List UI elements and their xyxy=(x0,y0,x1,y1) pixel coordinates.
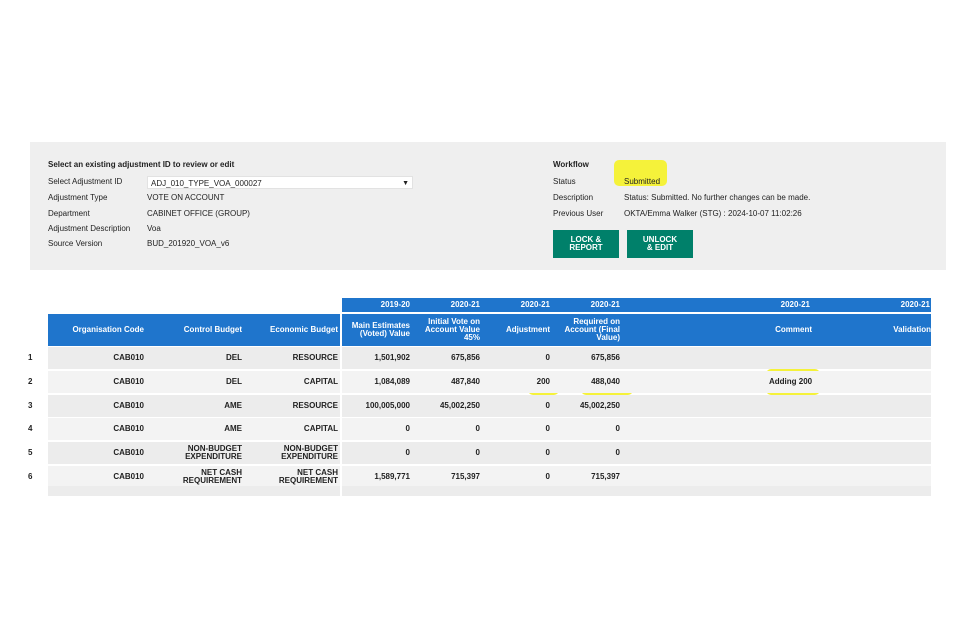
adjustment-cell[interactable]: 0 xyxy=(545,448,550,457)
year-header: 2019-20 xyxy=(380,300,410,309)
field-label: Select Adjustment ID xyxy=(48,177,123,186)
adjustment-panel xyxy=(30,142,946,270)
workflow-label: Previous User xyxy=(553,209,604,218)
comment-cell[interactable]: Adding 200 xyxy=(769,377,813,386)
field-label: Adjustment Description xyxy=(48,224,131,233)
required-cell: 675,856 xyxy=(591,353,620,362)
org-code-cell: CAB010 xyxy=(113,377,144,386)
org-code-cell: CAB010 xyxy=(113,472,144,481)
control-budget-cell: AME xyxy=(224,401,242,410)
year-header: 2020-21 xyxy=(450,300,480,309)
org-code-cell: CAB010 xyxy=(113,424,144,433)
year-header: 2020-21 xyxy=(780,300,810,309)
field-value: BUD_201920_VOA_v6 xyxy=(147,239,230,248)
row-number: 4 xyxy=(28,424,33,433)
main-estimates-cell: 1,084,089 xyxy=(374,377,410,386)
adjustment-cell[interactable]: 0 xyxy=(545,401,550,410)
initial-vote-cell: 487,840 xyxy=(451,377,480,386)
chevron-down-icon[interactable]: ▼ xyxy=(402,180,409,187)
main-estimates-cell: 0 xyxy=(405,424,410,433)
adjustment-cell[interactable]: 0 xyxy=(545,353,550,362)
economic-budget-cell: CAPITAL xyxy=(303,424,338,433)
table-row xyxy=(48,371,931,393)
control-budget-cell: NET CASH REQUIREMENT xyxy=(182,468,242,485)
initial-vote-cell: 0 xyxy=(475,448,480,457)
table-row xyxy=(48,347,931,369)
column-header[interactable]: Adjustment xyxy=(506,325,550,334)
economic-budget-cell: RESOURCE xyxy=(292,353,338,362)
comment-cell[interactable] xyxy=(620,347,822,369)
initial-vote-cell: 0 xyxy=(475,424,480,433)
control-budget-cell: AME xyxy=(224,424,242,433)
control-budget-cell: DEL xyxy=(226,377,242,386)
year-header: 2020-21 xyxy=(590,300,620,309)
org-code-cell: CAB010 xyxy=(113,448,144,457)
initial-vote-cell: 715,397 xyxy=(451,472,480,481)
column-header[interactable]: Required on Account (Final Value) xyxy=(564,317,620,342)
field-label: Source Version xyxy=(48,239,103,248)
required-cell: 0 xyxy=(615,448,620,457)
economic-budget-cell: CAPITAL xyxy=(303,377,338,386)
workflow-label: Description xyxy=(553,193,594,202)
required-cell: 45,002,250 xyxy=(579,401,620,410)
column-header[interactable]: Main Estimates (Voted) Value xyxy=(351,321,410,338)
required-cell: 488,040 xyxy=(591,377,620,386)
workflow-value: Status: Submitted. No further changes can be made. xyxy=(624,193,811,202)
selector-heading: Select an existing adjustment ID to review or edit xyxy=(48,160,235,169)
column-header[interactable]: Initial Vote on Account Value 45% xyxy=(424,317,480,342)
economic-budget-cell: NET CASH REQUIREMENT xyxy=(278,468,338,485)
main-estimates-cell: 1,501,902 xyxy=(374,353,410,362)
table-row xyxy=(48,466,931,488)
comment-cell[interactable] xyxy=(620,418,822,440)
field-value: CABINET OFFICE (GROUP) xyxy=(147,209,250,218)
economic-budget-cell: RESOURCE xyxy=(292,401,338,410)
workflow-heading: Workflow xyxy=(553,160,589,169)
adjustment-cell[interactable]: 200 xyxy=(536,377,550,386)
workflow-value: OKTA/Emma Walker (STG) : 2024-10-07 11:02:26 xyxy=(624,209,802,218)
initial-vote-cell: 45,002,250 xyxy=(439,401,480,410)
org-code-cell: CAB010 xyxy=(113,353,144,362)
column-divider xyxy=(340,298,342,496)
control-budget-cell: NON-BUDGET EXPENDITURE xyxy=(185,444,242,461)
required-cell: 715,397 xyxy=(591,472,620,481)
table-row xyxy=(48,395,931,417)
workflow-label: Status xyxy=(553,177,576,186)
lock-report-button[interactable]: LOCK & REPORT xyxy=(553,230,619,258)
year-header: 2020-21 xyxy=(900,300,930,309)
field-value: Voa xyxy=(147,224,161,233)
field-value: VOTE ON ACCOUNT xyxy=(147,193,225,202)
column-header-row xyxy=(48,314,931,346)
adjustment-id-value: ADJ_010_TYPE_VOA_000027 xyxy=(151,179,262,188)
year-header: 2020-21 xyxy=(520,300,550,309)
economic-budget-cell: NON-BUDGET EXPENDITURE xyxy=(281,444,338,461)
column-header[interactable]: Economic Budget xyxy=(269,325,338,334)
row-number: 1 xyxy=(28,353,33,362)
table-row xyxy=(48,418,931,440)
table-row xyxy=(48,442,931,464)
comment-cell[interactable] xyxy=(620,466,822,488)
adjustment-id-select[interactable] xyxy=(147,176,413,189)
initial-vote-cell: 675,856 xyxy=(451,353,480,362)
year-header-row xyxy=(340,298,931,312)
control-budget-cell: DEL xyxy=(226,353,242,362)
adjustment-cell[interactable]: 0 xyxy=(545,424,550,433)
status-badge: Submitted xyxy=(624,177,661,186)
column-header[interactable]: Validation xyxy=(893,325,931,334)
unlock-edit-button[interactable]: UNLOCK & EDIT xyxy=(627,230,693,258)
field-label: Department xyxy=(48,209,90,218)
main-estimates-cell: 1,589,771 xyxy=(374,472,410,481)
row-number: 5 xyxy=(28,448,33,457)
row-number: 6 xyxy=(28,472,33,481)
row-number: 2 xyxy=(28,377,33,386)
column-header[interactable]: Organisation Code xyxy=(72,325,144,334)
comment-cell[interactable] xyxy=(620,395,822,417)
main-estimates-cell: 100,005,000 xyxy=(365,401,410,410)
table-footer-strip xyxy=(48,486,931,496)
column-header[interactable]: Control Budget xyxy=(183,325,242,334)
column-header[interactable]: Comment xyxy=(775,325,812,334)
row-number: 3 xyxy=(28,401,33,410)
main-estimates-cell: 0 xyxy=(405,448,410,457)
adjustment-cell[interactable]: 0 xyxy=(545,472,550,481)
comment-cell[interactable] xyxy=(620,442,822,464)
required-cell: 0 xyxy=(615,424,620,433)
field-label: Adjustment Type xyxy=(48,193,108,202)
org-code-cell: CAB010 xyxy=(113,401,144,410)
